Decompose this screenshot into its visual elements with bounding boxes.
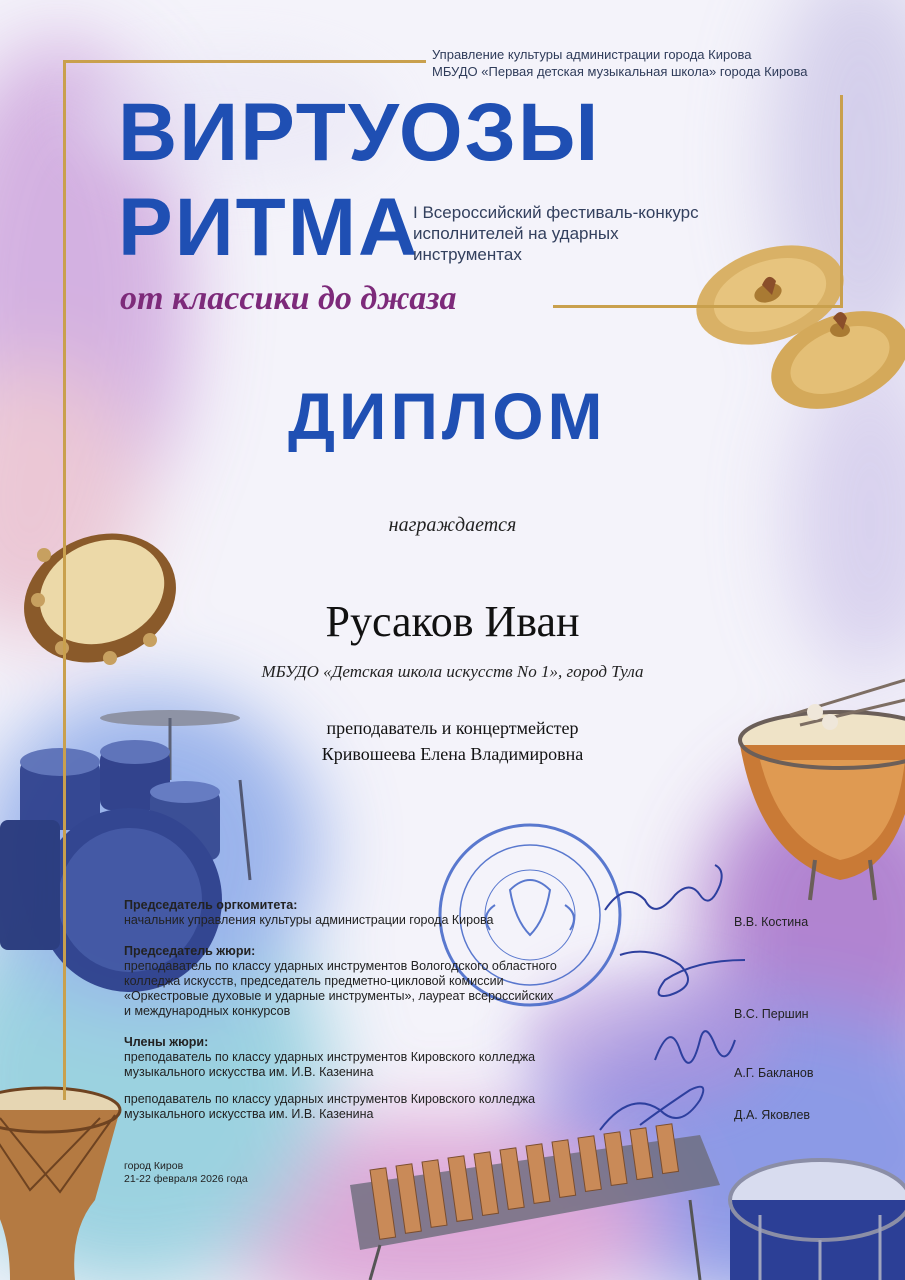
frame-line-middle — [553, 305, 843, 308]
festival-line-2: исполнителей на ударных — [413, 224, 619, 243]
awarded-label: награждается — [388, 514, 517, 536]
chair-jury-name: В.С. Першин — [734, 1007, 809, 1021]
jury-member2-block — [124, 1092, 535, 1122]
place-date-block — [124, 1160, 248, 1186]
subtitle: от классики до джаза — [120, 280, 457, 317]
chair-jury-line-2: колледжа искусств, председатель предметно-цикловой комиссии — [124, 974, 504, 988]
chair-jury-block — [124, 944, 557, 1019]
jury-member2-line-1: преподаватель по классу ударных инструментов Кировского колледжа — [124, 1092, 536, 1106]
title-line-1: ВИРТУОЗЫ — [118, 87, 601, 178]
teacher-name: Кривошеева Елена Владимировна — [321, 744, 584, 764]
chair-org-block — [124, 898, 494, 928]
organizers-block — [432, 46, 807, 80]
organizer-line-2: МБУДО «Первая детская музыкальная школа» города Кирова — [432, 64, 808, 79]
chair-jury-line-3: «Оркестровые духовые и ударные инструменты», лауреат всероссийских — [124, 989, 554, 1003]
place: город Киров — [124, 1160, 184, 1172]
chair-jury-line-4: и международных конкурсов — [124, 1004, 291, 1018]
jury-member2-name: Д.А. Яковлев — [734, 1108, 811, 1122]
jury-member1-line-2: музыкального искусства им. И.В. Казенина — [124, 1065, 374, 1079]
festival-description — [413, 202, 783, 265]
snare-drum-illustration — [730, 1160, 905, 1280]
festival-line-1: I Всероссийский фестиваль-конкурс — [413, 203, 699, 222]
dates: 21-22 февраля 2026 года — [124, 1173, 248, 1185]
frame-line-left — [63, 60, 66, 1100]
jury-member2-line-2: музыкального искусства им. И.В. Казенина — [124, 1107, 374, 1121]
recipient-school: МБУДО «Детская школа искусств No 1», город Тула — [261, 662, 644, 681]
jury-members-block — [124, 1035, 535, 1080]
chair-jury-heading: Председатель жюри: — [124, 944, 256, 958]
frame-line-right — [840, 95, 843, 305]
jury-member1-name: А.Г. Бакланов — [734, 1066, 814, 1080]
chair-org-line-1: начальник управления культуры администрации города Кирова — [124, 913, 494, 927]
title-line-2: РИТМА — [118, 182, 420, 273]
frame-line-top — [63, 60, 426, 63]
recipient-name: Русаков Иван — [325, 597, 580, 646]
chair-org-heading: Председатель оргкомитета: — [124, 898, 298, 912]
festival-line-3: инструментах — [413, 245, 522, 264]
chair-jury-line-1: преподаватель по классу ударных инструментов Вологодского областного — [124, 959, 557, 973]
document-type-heading: ДИПЛОМ — [288, 379, 607, 453]
chair-org-name: В.В. Костина — [734, 915, 809, 929]
organizer-line-1: Управление культуры администрации города Кирова — [432, 47, 752, 62]
jury-heading: Члены жюри: — [124, 1035, 209, 1049]
teacher-role: преподаватель и концертмейстер — [326, 718, 579, 738]
jury-member1-line-1: преподаватель по классу ударных инструментов Кировского колледжа — [124, 1050, 536, 1064]
